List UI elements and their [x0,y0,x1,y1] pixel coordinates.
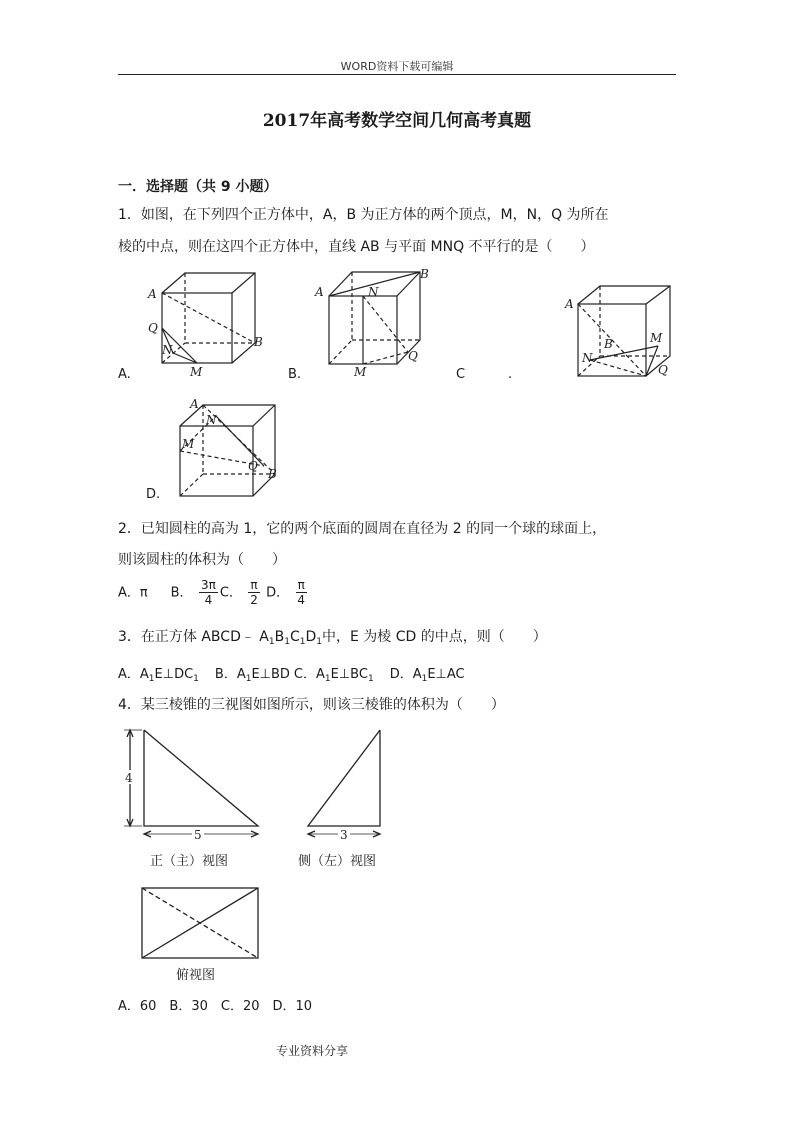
q3-option-b: B．$A_1E\perp BD$ [214,667,290,684]
q3-text-b: B [274,629,285,645]
q2-option-c-label: C． [219,585,242,601]
q1-cube-d-figure [168,396,298,502]
q3-text-c: C [289,629,300,645]
q2-option-c-fraction [248,578,259,607]
q1-a-point-a: A [148,287,157,301]
q1-d-point-b: B [268,467,277,481]
q2-option-a: A．π [118,585,148,601]
q3-option-a: A．$A_1E\perp DC_1$ [118,667,199,684]
q2-options [118,578,309,607]
q1-b-point-b: B [420,267,429,281]
q2-option-d-fraction [296,578,307,607]
q1-cube-b-figure [312,266,442,378]
q1-cube-a-figure [140,268,270,378]
q2-d-numerator: π [297,578,305,592]
page-title: 2017年高考数学空间几何高考真题 [262,111,532,131]
q1-option-d: D. [146,487,161,502]
q3-sub-4: 1 [316,637,322,647]
q1-option-b: B. [288,367,302,382]
q1-a-point-n: N [162,343,173,357]
q2-option-d-label: D． [266,585,290,601]
q4-front-view-label: 正（主）视图 [150,854,229,869]
q1-c-point-m: M [650,331,663,345]
q2-line2: 则该圆柱的体积为（ ） [118,552,286,568]
q3-option-d: D．$A_1E\perp AC$ [389,667,465,684]
q4-options: A．60 B．30 C．20 D．10 [118,999,313,1014]
q3-text-post: 中，E 为棱 CD 的中点，则（ ） [322,629,547,645]
q2-b-numerator: 3π [201,578,216,592]
q3-option-c: C．$A_1E\perp BC_1$ [293,667,374,684]
q4-line1: 4．某三棱锥的三视图如图所示，则该三棱锥的体积为（ ） [118,697,505,713]
q1-option-c-dot: . [508,367,513,382]
page-header: WORD资料下载可编辑 [340,60,454,73]
q2-line1: 2．已知圆柱的高为 1，它的两个底面的圆周在直径为 2 的同一个球的球面上， [118,521,607,537]
q4-dim-height: 4 [125,771,133,785]
q1-d-point-q: Q [248,459,258,473]
page-footer: 专业资料分享 [276,1044,349,1058]
q1-b-point-n: N [368,285,379,299]
q3-options [118,665,465,688]
q4-front-view-figure [120,722,270,852]
q1-d-point-a: A [190,397,199,411]
q1-d-point-n: N [206,413,217,427]
q1-option-c: C [456,367,466,382]
q3-sub-1: 1 [268,637,275,647]
q1-d-point-m: M [182,437,195,451]
q3-sub-2: 1 [284,637,290,647]
q1-a-point-m: M [190,365,203,379]
q2-d-denominator: 4 [297,593,305,607]
q4-top-view-label: 俯视图 [176,968,216,983]
q1-c-point-b: B [604,337,613,351]
q2-c-numerator: π [250,578,258,592]
q4-side-view-figure [300,722,400,852]
q3-line1 [118,628,547,651]
q1-c-point-n: N [582,351,593,365]
q2-b-denominator: 4 [204,593,213,607]
q2-c-denominator: 2 [250,593,258,607]
q1-b-point-a: A [315,285,324,299]
q1-line1: 1．如图，在下列四个正方体中，A，B 为正方体的两个顶点，M，N，Q 为所在 [118,207,609,223]
q1-cube-c-figure [560,282,690,382]
q1-option-a: A. [118,367,131,382]
q4-top-view-figure [140,886,262,962]
q2-option-b-label: B． [170,585,193,601]
q1-a-point-b: B [254,335,263,349]
q4-side-view-label: 侧（左）视图 [298,854,377,869]
q1-a-point-q: Q [148,321,158,335]
q4-dim-width: 5 [194,828,202,842]
q1-line2: 棱的中点，则在这四个正方体中，直线 AB 与平面 MNQ 不平行的是（ ） [118,239,595,255]
q3-text-pre: 3．在正方体 ABCD﹣ A [118,629,269,645]
header-divider [118,74,676,75]
q1-c-point-q: Q [658,363,668,377]
q1-c-point-a: A [565,297,574,311]
q1-b-point-m: M [354,365,367,379]
q3-text-d: D [305,629,317,645]
q3-sub-3: 1 [299,637,306,647]
section-heading: 一．选择题（共 9 小题） [118,179,278,195]
q1-b-point-q: Q [408,349,418,363]
q4-dim-side: 3 [340,828,348,842]
q2-option-b-fraction [199,578,218,607]
